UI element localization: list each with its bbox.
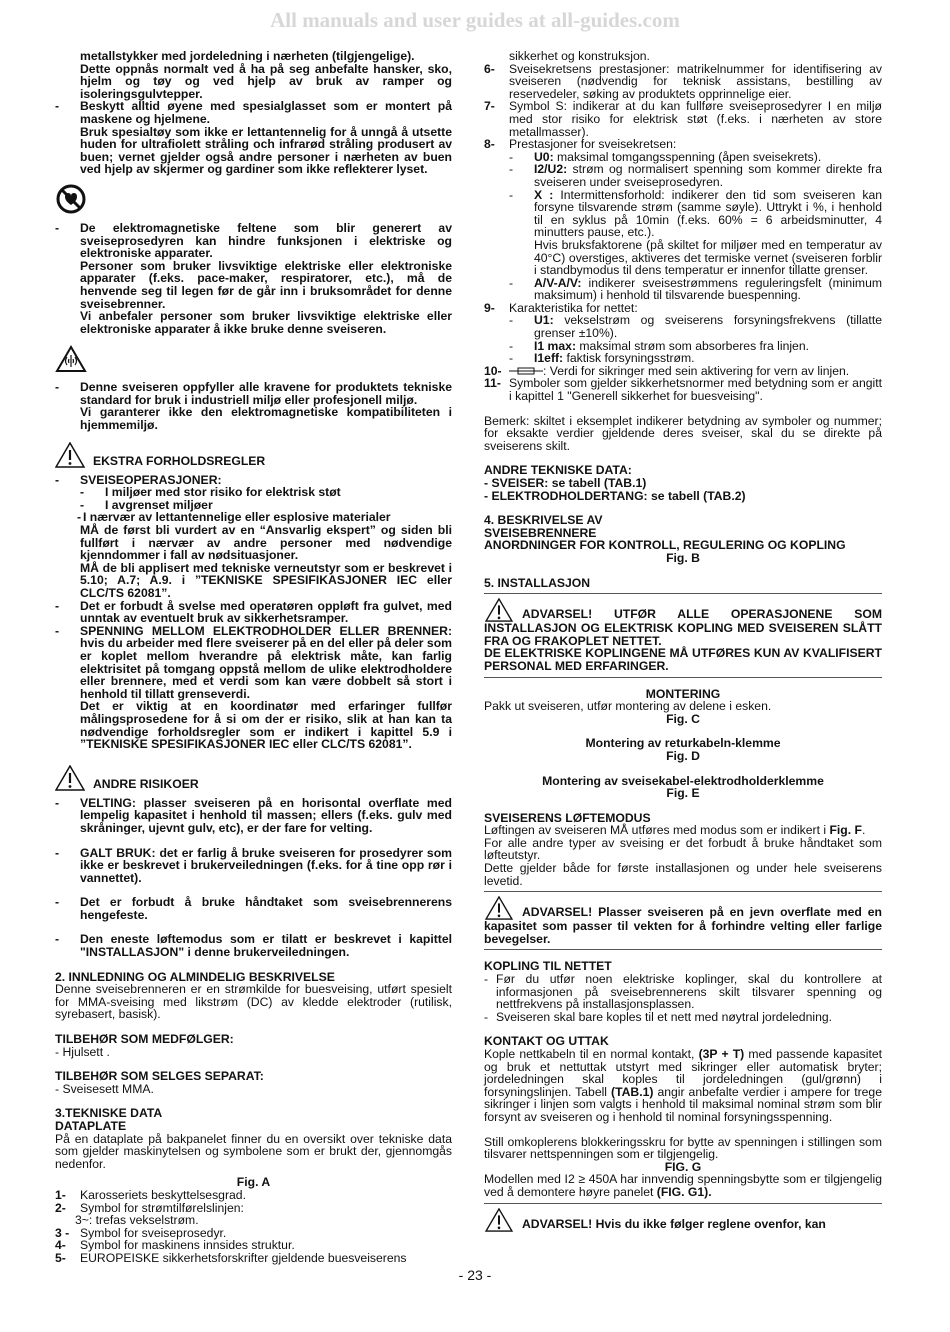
text-line: Sveisekretsens prestasjoner: matrikelnummer for identifisering av sveiseren (nødvendig for teknisk assistans, bestilling av reservedeler, søking av produktets opprinnelige eier. xyxy=(509,61,882,101)
text-line: MÅ de først bli vurdert av en “Ansvarlig ekspert” og siden bli fullført i nærvær av andre personer med nødvendige kjenndommer i fall av nødsituasjoner. xyxy=(80,523,452,563)
text-line: Symbol for strømtilførelslinjen: xyxy=(80,1200,244,1215)
text-line: Bruk spesialtøy som ikke er lettantennelig for å unngå å utsette huden for ultrafiolett stråling och infrarød stråling produsert av buen; vernet gjelder også andre personer i nærheten av buen ved hjelp av skjermer og gardiner som ikke reflekterer lyset. xyxy=(80,124,452,177)
heading-text: ANDRE RISIKOER xyxy=(93,777,199,792)
text-line: - SVEISER: se tabell (TAB.1) xyxy=(484,476,647,490)
list-number: 10- xyxy=(484,363,502,378)
text-line: Modellen med I2 ≥ 450A har innvendig spenningsbytte som er tilgjengelig ved å demontere høyre panelet xyxy=(484,1172,882,1199)
list-number: 4- xyxy=(55,1238,66,1253)
text-line: : Verdi for sikringer med sein aktivering for vern av linjen. xyxy=(543,363,850,378)
warning-block xyxy=(484,1208,882,1232)
section-title: 4. BESKRIVELSE AV xyxy=(484,513,603,528)
warning-icon xyxy=(55,765,85,791)
text-line: faktisk forsyningsstrøm. xyxy=(566,351,695,366)
text-line: For alle andre typer av sveising er det forbudt å bruke håndtaket som løfteutstyr. xyxy=(484,835,882,863)
watermark: All manuals and user guides at all-guides.com xyxy=(270,8,680,32)
text-line: - Hjulsett . xyxy=(55,1044,110,1059)
figure-ref: Fig. D xyxy=(666,748,700,763)
list-number: 8- xyxy=(484,137,495,152)
text-line: Pakk ut sveiseren, utfør montering av delene i esken. xyxy=(484,699,772,714)
text-line: Symbol for maskinens innsides struktur. xyxy=(80,1238,295,1253)
section-title: ANORDNINGER FOR KONTROLL, REGULERING OG KOPLING xyxy=(484,538,846,553)
text-line: Løftingen av sveiseren MÅ utføres med modus som er indikert i xyxy=(484,823,830,838)
extra-precautions: - SVEISEOPERASJONER: - I miljøer med stor risiko for elektrisk støt - I avgrenset miljøer - I nærvær av lettantennelige eller esplosive materialer MÅ de først bli vurdert av en “Ansvarlig ekspert” og siden bli fullført i nærvær av andre personer med nødvendige kjenndommer i fall av nødsituasjoner. MÅ de bli applisert med tekniske verneutstyr som er beskrevet i 5.10; A.7; A.9. i ”TEKNISKE SPESIFIKASJONER IEC eller CLC/TS 62081”. - Det er forbudt å svelse med operatøren oppløft fra gulvet, med unntak av eventuelt bruk av sikkerhetsramper. - SPENNING MELLOM ELEKTRODHOLDER ELLER BRENNER: hvis du arbeider med flere sveiserer på en del eller på deler som er koplet mellom hverandre på elektrisk måte, kan farlig elektrisitet på tomgang oppstå mellom de ulike elektrodholdere eller brennere, med et verdi som kan være dobbelt så stort i henhold til tillatt grenseverdi. Det er viktig at en koordinatør med erfaringer fullfør målingsprosedene for å si om der er risiko, slik at han kan ta nødvendige forholdsregler som er indikert i kapittel 5.9 i ”TEKNISKE SPESIFIKASJONER IEC eller CLC/TS 62081”. xyxy=(55,472,452,752)
text-line: På en dataplate på bakpanelet finner du en oversikt over tekniske data som gjelder maskinytelsen og symbolene som er brukt der, gjennomgås nedenfor. xyxy=(55,1131,452,1171)
symbol-label: A/V-A/V: xyxy=(534,275,582,290)
list-number: 9- xyxy=(484,300,495,315)
text-line: metallstykker med jordeledning i nærheten (tilgjengelige). xyxy=(80,49,415,63)
list-item: - De elektromagnetiske feltene som blir generert av sveiseprosedyren kan hindre funksjonen i elektriske og elektroniske apparater. Personer som bruker livsviktige elektriske eller elektroniske apparater (f.eks. pace-maker, respiratorer, etc.), må de henvende seg til legen før de går inn i bruksområdet for denne sveisebrenner. Vi anbefaler personer som bruker livsviktige elektriske eller elektroniske apparater å ikke bruke denne sveiseren. xyxy=(55,220,452,336)
section-title: 2. INNLEDNING OG ALMINDELIG BESKRIVELSE xyxy=(55,969,335,984)
divider xyxy=(484,593,882,594)
table-ref: (TAB.1) xyxy=(611,1084,654,1099)
text-line: Bemerk: skiltet i eksemplet indikerer betydning av symboler og nummer; for eksakte verdier gjeldende deres sveiser, skal du se direkte på sveiserens skilt. xyxy=(484,413,882,453)
warning-icon xyxy=(484,1208,514,1232)
subsection-title: DATAPLATE xyxy=(55,1119,127,1133)
text-line: indikerer sveisestrømmens reguleringsfelt (minimum maksimum) i henhold til tilsvarende buespenning. xyxy=(534,275,883,303)
section-title: SVEISEBRENNERE xyxy=(484,525,597,540)
list-item: - Beskytt alltid øyene med spesialglasset som er montert på maskene og hjelmene. Bruk spesialtøy som ikke er lettantennelig for å unngå å utsette huden for ultrafiolett stråling och infrarød stråling produsert av buen; vernet gjelder også andre personer i nærheten av buen ved hjelp av skjermer og gardiner som ikke reflekterer lyset. xyxy=(55,99,452,177)
section-title: 5. INSTALLASJON xyxy=(484,575,591,590)
figure-ref: Fig. A xyxy=(236,1175,271,1190)
list-number: 7- xyxy=(484,99,495,114)
text-line: I miljøer med stor risiko for elektrisk støt xyxy=(105,485,341,500)
text-line: angir anbefalte verdier i ampere for trege sikringer i linjen som valgts i henhold til maksimal nominal strøm som blir forsynt av sveiseren og i henhold til nominal forsyningsspenning. xyxy=(484,1084,882,1124)
divider xyxy=(484,677,882,678)
text-line: 3~: trefas vekselstrøm. xyxy=(75,1213,199,1228)
figure-ref: Fig. B xyxy=(666,550,700,565)
divider xyxy=(484,1203,882,1204)
text-line: Vi garanterer ikke den elektromagnetiske kompatibiliteten i hjemmemiljø. xyxy=(80,405,452,433)
section-title: KOPLING TIL NETTET xyxy=(484,959,612,974)
section-heading xyxy=(55,765,452,791)
symbol-label: U1: xyxy=(534,313,554,328)
symbol-label: I2/U2: xyxy=(534,162,568,177)
figure-ref: FIG. G xyxy=(664,1159,702,1174)
paragraph xyxy=(55,50,452,100)
subsection-title: Montering av returkabeln-klemme xyxy=(585,736,781,751)
warning-icon xyxy=(484,598,514,622)
text-line: Intermittensforhold: indikerer den tid som sveiseren kan forsyne tilsvarende strøm (samme søyle). Uttrykt i %, i henhold til en syklus på 10min (f.eks. 60% = 6 arbeidsminutter, 4 minutters pause, etc.). xyxy=(534,187,882,240)
text-line: Karakteristika for nettet: xyxy=(509,300,638,315)
divider xyxy=(484,949,882,950)
section-title: TILBEHØR SOM MEDFØLGER: xyxy=(55,1032,234,1047)
warning-icon xyxy=(484,896,514,920)
text-line: Symbol S: indikerar at du kan fullføre sveiseprosedyrer I en miljø med stor risiko for elektrisk støt (f.eks. i nærheten av store metallmasser). xyxy=(509,99,882,139)
dataplate-list xyxy=(55,1189,452,1265)
fuse-icon xyxy=(509,366,543,376)
text-line: . xyxy=(861,823,866,838)
other-risks: - VELTING: plasser sveiseren på en horisontal overflate med lempelig kapasitet i henhold til massen; ellers (f.eks. gulv med skråninger, ujevnt gulv, etc), er der fare for velting. - GALT BRUK: det er farlig å bruke sveiseren for prosedyrer som ikke er beskrevet i brukerveiledningen (f.eks. for å tine opp rør i vannettet). - Det er forbudt å bruke håndtaket som sveisebrennerens hengefeste. - Den eneste løftemodus som er tilatt er beskrevet i kapittel "INSTALLASJON" i denne brukerveiledningen. xyxy=(55,795,452,960)
warning-block xyxy=(484,598,882,672)
section-title: 3.TEKNISKE DATA xyxy=(55,1106,163,1121)
text-line: SPENNING MELLOM ELEKTRODHOLDER ELLER BRENNER: hvis du arbeider med flere sveiserer på en del eller på deler som er koplet mellom hverandre på elektrisk måte, kan farlig elektrisitet på tomgang oppstå mellom de ulike elektrodholdere eller brennere, med et verdi som kan være dobbelt så stort i henhold til tillatt grenseverdi. xyxy=(80,623,452,701)
symbol-label: U0: xyxy=(534,149,554,164)
text-line: Karosseriets beskyttelsesgrad. xyxy=(80,1187,246,1202)
text-line: vekselstrøm og sveiserens forsyningsfrekvens (tillatte grenser ±10%). xyxy=(534,313,882,341)
emf-warning-icon xyxy=(55,345,87,375)
text-line: Det er viktig at en koordinatør med erfaringer fullfør målingsprosedene for å si om der er risiko, slik at han kan ta nødvendige forholdsregler som er indikert i kapittel 5.9 i ”TEKNISKE SPESIFIKASJONER IEC eller CLC/TS 62081”. xyxy=(80,699,452,752)
list-number: 1- xyxy=(55,1187,66,1202)
section-title: TILBEHØR SOM SELGES SEPARAT: xyxy=(55,1069,264,1084)
list-number: 2- xyxy=(55,1200,66,1215)
list-item: - Denne sveiseren oppfyller alle kravene for produktets tekniske standard for bruk i industriell miljø eller profesjonell miljø. Vi garanterer ikke den elektromagnetiske kompatibiliteten i hjemmemiljø. xyxy=(55,380,452,433)
text-line: VELTING: plasser sveiseren på en horisontal overflate med lempelig kapasitet i henhold til massen; ellers (f.eks. gulv med skråninger, ujevnt gulv, etc), er der fare for velting. xyxy=(80,795,452,835)
list-number: 3 - xyxy=(55,1225,70,1240)
warning-text: ADVARSEL! Hvis du ikke følger reglene ovenfor, kan xyxy=(522,1216,826,1231)
symbol-label: I1 max: xyxy=(534,338,577,353)
figure-ref: (FIG. G1). xyxy=(656,1184,712,1199)
figure-ref: Fig. C xyxy=(666,711,700,726)
text-line: Denne sveisebrenneren er en strømkilde for buesveising, utført spesielt for MMA-sveising med likstrøm (DC) av kledde elektroder (rutilisk, syrebasert, basisk). xyxy=(55,982,452,1022)
text-line: Kople nettkabeln til en normal kontakt, xyxy=(484,1047,699,1061)
subsection-title: Montering av sveisekabel-elektrodholderklemme xyxy=(542,773,824,788)
subsection-title: MONTERING xyxy=(645,686,721,701)
text-line: Før du utfør noen elektriske koplinger, skal du kontrollere at informasjonen på sveisebrennerens skilt tilsvarer spenning og nettfrekvens på installasjonsplassen. xyxy=(496,972,882,1012)
text-line: - Sveisesett MMA. xyxy=(55,1081,154,1096)
heading-text: EKSTRA FORHOLDSREGLER xyxy=(93,454,266,469)
text-line: Det er forbudt å bruke håndtaket som sveisebrennerens hengefeste. xyxy=(80,895,452,922)
text-line: EUROPEISKE sikkerhetsforskrifter gjeldende buesveiserens xyxy=(80,1250,407,1265)
text-line: med passende kapasitet og bruk et nettuttak utstyrt med sikringer eller automatisk bryter; jordeledningen skal koples til jordeledningen (gul/grønn) i forsyningslinjen. Tabell xyxy=(484,1047,882,1099)
list-number: 5- xyxy=(55,1250,66,1265)
text-line: sikkerhet og konstruksjon. xyxy=(509,49,650,63)
text-line: (3P + T) xyxy=(698,1047,745,1061)
warning-text: ADVARSEL! Plasser sveiseren på en jevn overflate med en kapasitet som passer til vekten for å forhindre velting eller farlige bevegelser. xyxy=(484,905,882,946)
text-line: Dette gjelder både for første installasjonen og under hele sveiserens levetid. xyxy=(484,861,882,888)
text-line: I avgrenset miljøer xyxy=(105,497,213,512)
text-line: SVEISEOPERASJONER: xyxy=(80,472,222,487)
text-line: Denne sveiseren oppfyller alle kravene for produktets tekniske standard for bruk i industriell miljø eller profesjonell miljø. xyxy=(80,380,452,407)
text-line: Beskytt alltid øyene med spesialglasset som er montert på maskene og hjelmene. xyxy=(80,99,452,126)
text-line: GALT BRUK: det er farlig å bruke sveiseren for prosedyrer som ikke er beskrevet i brukerveiledningen (f.eks. for å tine opp rør i vannettet). xyxy=(80,845,452,885)
symbol-label: I1eff: xyxy=(534,351,564,366)
text-line: Symboler som gjelder sikkerhetsnormer med betydning som er angitt i kapittel 1 "Generell sikkerhet for buesveising". xyxy=(509,376,882,404)
text-line: strøm og normalisert spenning som kommer direkte fra sveiseren under sveiseprosedyren. xyxy=(534,162,883,189)
text-line: MÅ de bli applisert med tekniske verneutstyr som er beskrevet i 5.10; A.7; A.9. i ”TEKNISKE SPESIFIKASJONER IEC eller CLC/TS 62081”. xyxy=(80,560,452,600)
list-number: 11- xyxy=(484,376,501,391)
text-line: Hvis bruksfaktorene (på skiltet for miljøer med en temperatur av 40°C) overstiges, aktiveres det termiske vernet (sveiseren forblir i standbymodus til dens temperatur er innenfor tillatte grenser. xyxy=(534,237,882,278)
figure-ref: Fig. E xyxy=(666,786,700,801)
text-line: Personer som bruker livsviktige elektriske eller elektroniske apparater (f.eks. pace-maker, respiratorer, etc.), må de henvende seg til legen før de går inn i bruksområdet for denne sveisebrenner. xyxy=(80,258,452,311)
text-line: Det er forbudt å svelse med operatøren oppløft fra gulvet, med unntak av eventuelt bruk av sikkerhetsramper. xyxy=(80,598,452,626)
text-line: De elektromagnetiske feltene som blir generert av sveiseprosedyren kan hindre funksjonen i elektriske og elektroniske apparater. xyxy=(80,220,452,261)
warning-text: ADVARSEL! UTFØR ALLE OPERASJONENE SOM INSTALLASJON OG ELEKTRISK KOPLING MED SVEISEREN SLÅTT FRA OG FRAKOPLET NETTET. xyxy=(484,607,882,648)
text-line: maksimal strøm som absorberes fra linjen. xyxy=(579,338,809,353)
symbol-label: X : xyxy=(534,187,554,202)
figure-ref: Fig. F xyxy=(829,823,862,838)
text-line: Prestasjoner for sveisekretsen: xyxy=(509,137,677,152)
divider xyxy=(484,891,882,892)
text-line: Vi anbefaler personer som bruker livsviktige elektriske eller elektroniske apparater å ikke bruke denne sveiseren. xyxy=(80,309,452,336)
warning-block xyxy=(484,896,882,945)
section-title: KONTAKT OG UTTAK xyxy=(484,1034,609,1049)
pacemaker-prohibition-icon xyxy=(55,184,87,214)
page-number: - 23 - xyxy=(458,1267,492,1283)
text-line: maksimal tomgangsspenning (åpen sveisekrets). xyxy=(557,149,822,164)
text-line: - ELEKTRODHOLDERTANG: se tabell (TAB.2) xyxy=(484,488,746,503)
right-column: sikkerhet og konstruksjon. 6- Sveisekretsens prestasjoner: matrikelnummer for identifisering av sveiseren (nødvendig for teknisk assistans, bestilling av reservedeler, søking av produktets opprinnelige eier. 7- Symbol S: indikerar at du kan fullføre sveiseprosedyrer I en miljø med stor risiko for elektrisk støt (f.eks. i nærheten av store metallmasser). 8- Prestasjoner for sveisekretsen: - U0: maksimal tomgangsspenning (åpen sveisekrets). - I2/U2: strøm og normalisert spenning som kommer direkte fra sveiseren under sveiseprosedyren. - X : Intermittensforhold: indikerer den tid som sveiseren kan forsyne tilsvarende strøm (samme søyle). Uttrykt i %, i henhold til en syklus på 10min (f.eks. 60% = 6 arbeidsminutter, 4 minutters pause, etc.). Hvis bruksfaktorene (på skiltet for miljøer med en temperatur av 40°C) overstiges, aktiveres det termiske vernet (sveiseren forblir i standbymodus til dens temperatur er innenfor tillatte grenser. - A/V-A/V: indikerer sveisestrømmens reguleringsfelt (minimum maksimum) i henhold til tilsvarende buespenning. 9- Karakteristika for nettet: - U1: vekselstrøm og sveiserens forsyningsfrekvens (tillatte grenser ±10%). - I1 max: maksimal strøm som absorberes fra linjen. - I1eff: faktisk forsyningsstrøm. 10- : Verdi for sikringer med sein aktivering for vern av linjen. 11- Symboler som gjelder sikkerhetsnormer med betydning som er angitt i kapittel 1 "Generell sikkerhet for buesveising". Bemerk: skiltet i eksemplet indikerer betydning av symboler og nummer; for eksakte verdier gjeldende deres sveiser, skal du se direkte på sveiserens skilt. ANDRE TEKNISKE DATA: - SVEISER: se tabell (TAB.1) - ELEKTRODHOLDERTANG: se tabell (TAB.2) 4. BESKRIVELSE AV SVEISEBRENNERE ANORDNINGER FOR KONTROLL, REGULERING OG KOPLING Fig. B 5. INSTALLASJON ADVARSEL! UTFØR ALLE OPERASJONENE SOM INSTALLASJON OG ELEKTRISK KOPLING MED SVEISEREN SLÅTT FRA OG FRAKOPLET NETTET. DE ELEKTRISKE KOPLINGENE MÅ UTFØRES KUN AV KVALIFISERT PERSONAL MED ERFARINGER. MONTERING Pakk ut sveiseren, utfør montering av delene i esken. Fig. C Montering av returkabeln-klemme Fig. D Montering av sveisekabel-elektrodholderklemme Fig. E SVEISERENS LØFTEMODUS Løftingen av sveiseren MÅ utføres med modus som er indikert i Fig. F. For alle andre typer av sveising er det forbudt å bruke håndtaket som løfteutstyr. Dette gjelder både for første installasjonen og under hele sveiserens levetid. ADVARSEL! Plasser sveiseren på en jevn overflate med en kapasitet som passer til vekten for å forhindre velting eller farlige bevegelser. KOPLING TIL NETTET - Før du utfør noen elektriske koplinger, skal du kontrollere at informasjonen på sveisebrennerens skilt tilsvarer spenning og nettfrekvens på installasjonsplassen. - Sveiseren skal bare koples til et nett med nøytral jordeledning. KONTAKT OG UTTAK Kople nettkabeln til en normal kontakt, (3P + T) med passende kapasitet og bruk et nettuttak utstyrt med sikringer eller automatisk bryter; jordeledningen skal koples til jordeledningen (gul/grønn) i forsyningslinjen. Tabell (TAB.1) angir anbefalte verdier i ampere for trege sikringer i linjen som valgts i henhold til maksimal nominal strøm som blir forsynt av sveiseren og i henhold til nominal forsyningsspenning. Still omkoplerens blokkeringsskru for bytte av spenningen i stillingen som tilsvarer nettspenningen som er tilgjengelig. FIG. G Modellen med I2 ≥ 450A har innvendig spenningsbytte som er tilgjengelig ved å demontere høyre panelet (FIG. G1). ADVARSEL! Hvis du ikke følger reglene ovenfor, kan xyxy=(484,49,883,1231)
text-line: Symbol for sveiseprosedyr. xyxy=(80,1225,227,1240)
warning-text: DE ELEKTRISKE KOPLINGENE MÅ UTFØRES KUN AV KVALIFISERT PERSONAL MED ERFARINGER. xyxy=(484,646,882,673)
warning-icon xyxy=(55,442,85,468)
left-column xyxy=(55,50,452,1265)
section-heading xyxy=(55,442,452,468)
text-line: Still omkoplerens blokkeringsskru for bytte av spenningen i stillingen som tilsvarer nettspenningen som er tilgjengelig. xyxy=(484,1134,882,1162)
text-line: Den eneste løftemodus som er tilatt er beskrevet i kapittel "INSTALLASJON" i denne brukerveiledningen. xyxy=(80,932,452,960)
text-line: Sveiseren skal bare koples til et nett med nøytral jordeledning. xyxy=(496,1009,833,1024)
text-line: Dette oppnås normalt ved å ha på seg anbefalte hansker, sko, hjelm og tøy og ved hjelp av bruk av ramper og isoleringsgulvtepper. xyxy=(80,61,452,101)
list-number: 6- xyxy=(484,61,495,76)
text-line: I nærvær av lettantennelige eller esplosive materialer xyxy=(83,510,391,525)
section-title: SVEISERENS LØFTEMODUS xyxy=(484,810,651,825)
section-title: ANDRE TEKNISKE DATA: xyxy=(484,463,632,478)
